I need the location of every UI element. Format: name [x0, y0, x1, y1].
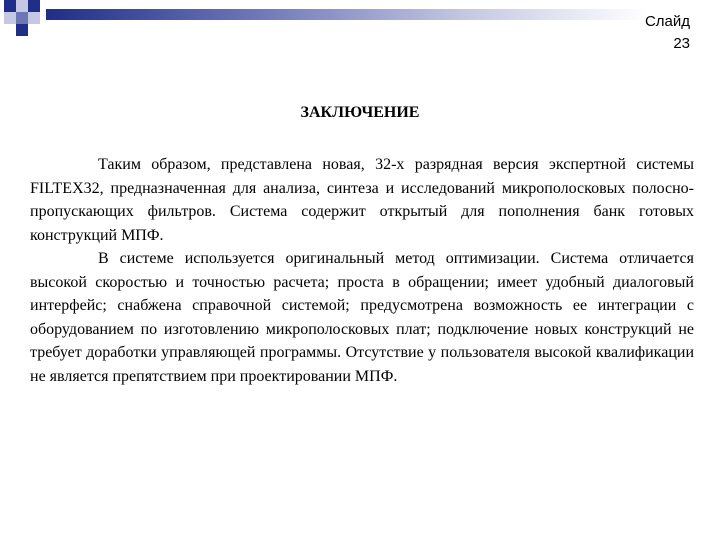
slide-number-label: Слайд [644, 13, 690, 30]
body-text [30, 153, 694, 388]
paragraph: Таким образом, представлена новая, 32-х разрядная версия экспертной системы FILTEX32, предназначенная для анализа, синтеза и исследований микрополосковых полосно-пропускающих фильтров. Система содержит открытый для пополнения банк готовых конструкций МПФ. [30, 156, 694, 244]
deco-square [28, 12, 40, 24]
paragraph: В системе используется оригинальный метод оптимизации. Система отличается высокой скоростью и точностью расчета; проста в обращении; имеет удобный диалоговый интерфейс; снабжена справочной системой; предусмотрена возможность ее интеграции с оборудованием по изготовлению микрополосковых плат; подключение новых конструкций не требует доработки управляющей программы. Отсутствие у пользователя высокой квалификации не является препятствием при проектировании МПФ. [30, 250, 694, 385]
deco-square [16, 0, 28, 12]
deco-square [4, 12, 16, 24]
deco-square [16, 24, 28, 36]
slide-number [645, 11, 690, 55]
deco-square [16, 12, 28, 24]
page-title: ЗАКЛЮЧЕНИЕ [300, 104, 420, 121]
slide-number-value: 23 [673, 35, 690, 52]
deco-square [28, 0, 40, 12]
deco-gradient-band [46, 9, 646, 20]
deco-square [4, 0, 16, 12]
header-decoration [0, 0, 720, 40]
